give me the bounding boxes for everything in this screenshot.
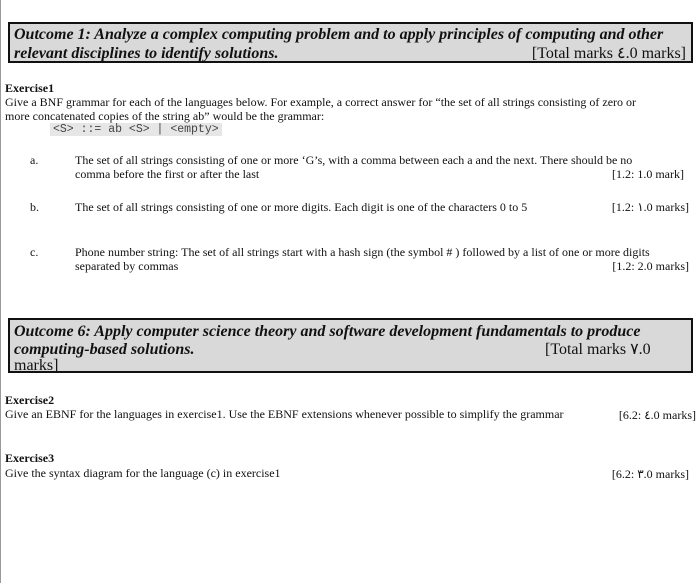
item-c-letter: c. xyxy=(30,245,39,259)
outcome6-total-marks: [Total marks ٧.0 xyxy=(545,341,651,358)
exercise2-text: Give an EBNF for the languages in exercise1. Use the EBNF extensions whenever possible to simplify the grammar xyxy=(5,407,564,421)
item-c-text-line1: Phone number string: The set of all strings start with a hash sign (the symbol # ) followed by a list of one or more digits xyxy=(75,245,650,259)
exercise1-title: Exercise1 xyxy=(5,81,55,95)
item-a-text-line1: The set of all strings consisting of one or more ‘G’s, with a comma between each a and the next. There should be no xyxy=(75,153,633,167)
item-c-marks: [1.2: 2.0 marks] xyxy=(612,259,689,273)
outcome6-total-marks-continued: marks] xyxy=(14,357,59,374)
outcome6-box xyxy=(8,318,693,373)
outcome1-box xyxy=(8,22,693,63)
exercise1-intro-line1: Give a BNF grammar for each of the languages below. For example, a correct answer for “the set of all strings consisting of zero or xyxy=(5,95,637,109)
item-a-text-line2: comma before the first or after the last xyxy=(75,167,260,181)
outcome1-heading-line1: Outcome 1: Analyze a complex computing problem and to apply principles of computing and other xyxy=(14,26,664,43)
exercise2-title: Exercise2 xyxy=(5,393,55,407)
outcome1-heading-line2: relevant disciplines to identify solutions. xyxy=(14,45,279,62)
outcome6-heading-line2: computing-based solutions. xyxy=(14,341,195,358)
exercise3-title: Exercise3 xyxy=(5,451,55,465)
example-grammar-code: <S> ::= ab <S> | <empty> xyxy=(50,123,222,136)
exercise1-intro-line2: more concatenated copies of the string ab” would be the grammar: xyxy=(5,109,325,123)
page-left-border xyxy=(0,0,1,583)
item-b-marks: [1.2: ١.0 marks] xyxy=(611,200,689,214)
exercise2-marks: [6.2: ٤.0 marks] xyxy=(618,408,696,422)
exercise3-marks: [6.2: ٣.0 marks] xyxy=(611,467,689,481)
item-a-letter: a. xyxy=(30,153,39,167)
item-a-marks: [1.2: 1.0 mark] xyxy=(612,167,684,181)
item-b-letter: b. xyxy=(30,200,39,214)
outcome6-heading-line1: Outcome 6: Apply computer science theory and software development fundamentals to produce xyxy=(14,323,641,340)
exercise3-text: Give the syntax diagram for the language (c) in exercise1 xyxy=(5,466,281,480)
item-b-text-line1: The set of all strings consisting of one or more digits. Each digit is one of the characters 0 to 5 xyxy=(75,200,528,214)
item-c-text-line2: separated by commas xyxy=(75,259,179,273)
outcome1-total-marks: [Total marks ٤.0 marks] xyxy=(531,45,686,62)
